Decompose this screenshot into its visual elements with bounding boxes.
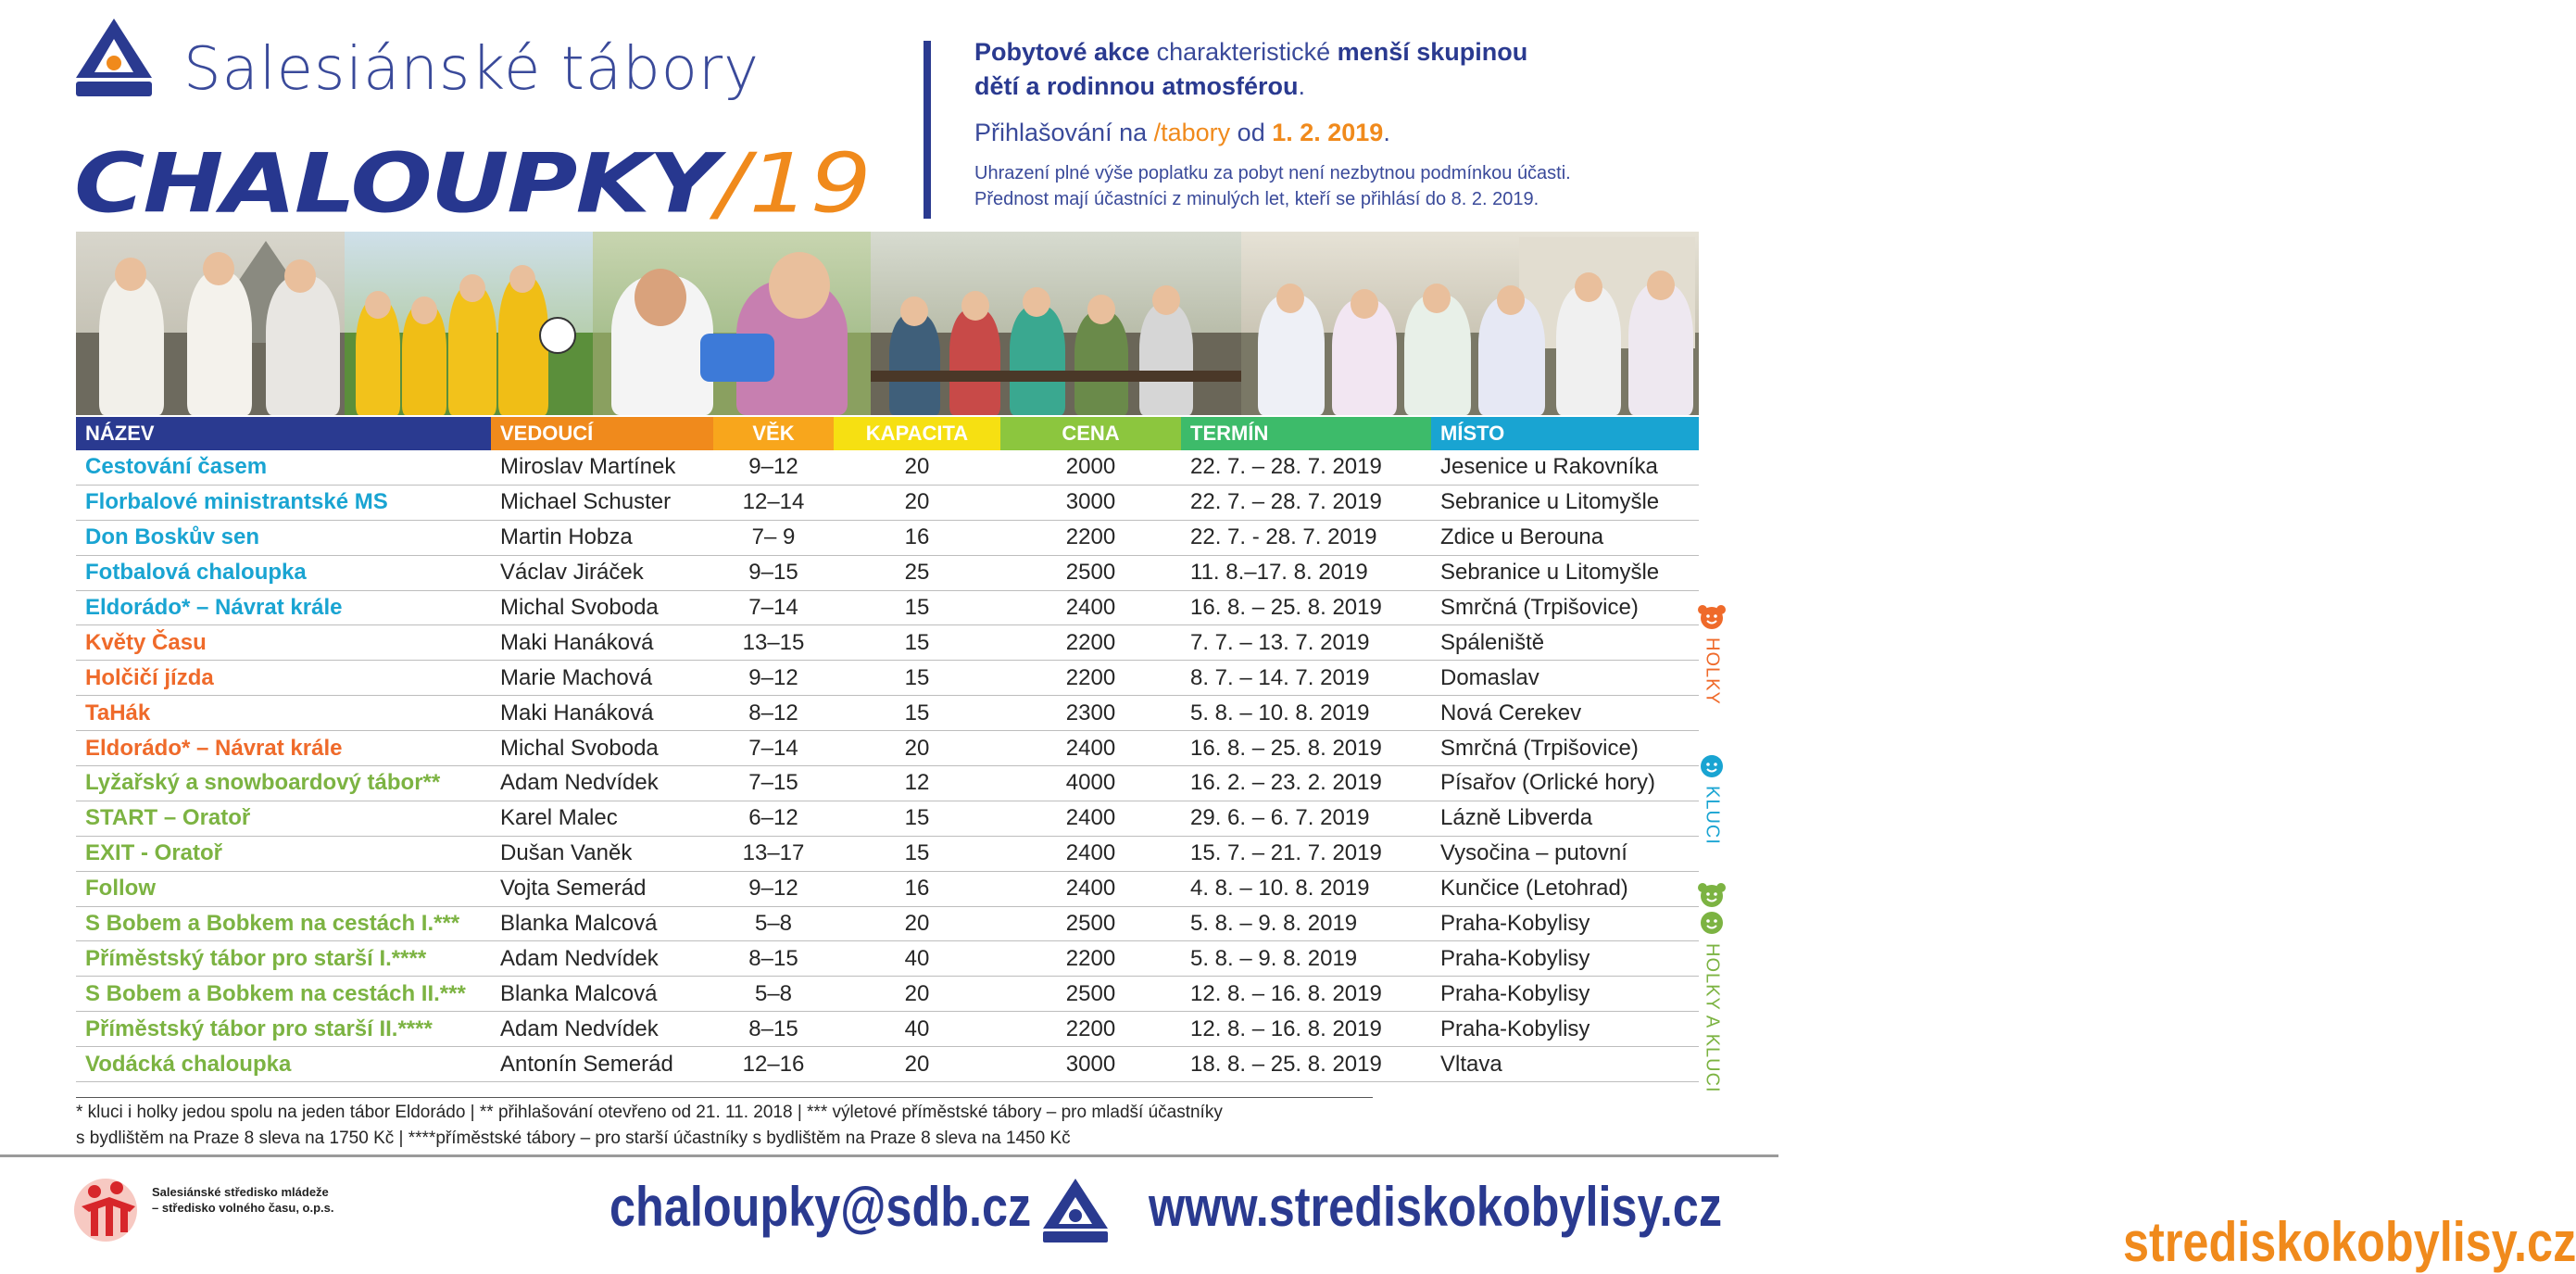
cell-leader: Vojta Semerád — [500, 876, 647, 902]
cell-age: 13–17 — [742, 840, 805, 866]
legend-mixed-label: HOLKY A KLUCI — [1702, 943, 1723, 1093]
cell-leader: Dušan Vaněk — [500, 840, 633, 866]
cell-age: 5–8 — [754, 980, 793, 1006]
boy-face-icon — [1697, 751, 1727, 780]
cell-age: 7– 9 — [751, 524, 796, 550]
table-row — [76, 872, 1699, 907]
cell-price: 2400 — [1065, 876, 1116, 902]
cell-age: 7–15 — [748, 770, 798, 796]
footnote-line-1: * kluci i holky jedou spolu na jeden tábor Eldorádo | ** přihlašování otevřeno od 21. 11. 2018 | *** výletové příměstské tábory – pro mladší účastníky — [76, 1103, 1223, 1122]
cell-price: 3000 — [1065, 489, 1116, 515]
cell-age: 6–12 — [748, 805, 798, 831]
legend-girls-label: HOLKY — [1702, 637, 1723, 705]
cell-capacity: 15 — [904, 840, 930, 866]
cell-leader: Karel Malec — [500, 805, 618, 831]
cell-place: Spáleniště — [1440, 629, 1545, 655]
cell-leader: Martin Hobza — [500, 524, 633, 550]
cell-name: TaHák — [85, 700, 151, 725]
header-price: CENA — [1000, 417, 1181, 450]
cell-place: Praha-Kobylisy — [1440, 911, 1590, 937]
cell-age: 12–14 — [742, 489, 805, 515]
cell-capacity: 20 — [904, 735, 930, 761]
info-bold-c: dětí a rodinnou atmosférou — [974, 72, 1299, 100]
cell-capacity: 20 — [904, 489, 930, 515]
cell-leader: Adam Nedvídek — [500, 945, 659, 971]
reg-website-link[interactable]: strediskokobylisy.cz — [2123, 1211, 2576, 1273]
cell-capacity: 20 — [904, 1051, 930, 1077]
photo-girls-costumes — [76, 232, 345, 415]
table-header — [76, 417, 1699, 450]
brand-script-year: /19 — [716, 135, 872, 232]
cell-place: Praha-Kobylisy — [1440, 945, 1590, 971]
cell-age: 8–12 — [748, 700, 798, 725]
cell-age: 9–12 — [748, 454, 798, 480]
organization-name: Salesiánské středisko mládeže – středisko volného času, o.p.s. — [152, 1185, 334, 1215]
cell-term: 5. 8. – 9. 8. 2019 — [1190, 911, 1358, 937]
footnote-line-2: s bydlištěm na Praze 8 sleva na 1750 Kč | ****příměstské tábory – pro starší účastníky s bydlištěm na Praze 8 sleva na 1450 Kč — [76, 1129, 1071, 1148]
table-row — [76, 1047, 1699, 1082]
header-name: NÁZEV — [76, 417, 491, 450]
cell-place: Vltava — [1440, 1051, 1502, 1077]
cell-leader: Michal Svoboda — [500, 735, 659, 761]
cell-age: 7–14 — [748, 735, 798, 761]
cell-age: 13–15 — [742, 629, 805, 655]
table-row — [76, 696, 1699, 731]
legend-girls — [1684, 602, 1740, 705]
cell-capacity: 16 — [904, 524, 930, 550]
header-leader: VEDOUCÍ — [491, 417, 713, 450]
cell-name: Holčičí jízda — [85, 664, 214, 690]
cell-age: 8–15 — [748, 945, 798, 971]
cell-age: 7–14 — [748, 595, 798, 620]
cell-term: 16. 2. – 23. 2. 2019 — [1190, 770, 1382, 796]
cell-price: 2400 — [1065, 805, 1116, 831]
cell-term: 16. 8. – 25. 8. 2019 — [1190, 595, 1382, 620]
info-note — [974, 160, 1753, 212]
photo-football-boys — [345, 232, 593, 415]
cell-capacity: 20 — [904, 911, 930, 937]
cell-place: Sebranice u Litomyšle — [1440, 560, 1660, 586]
reg-pre: Přihlašování na — [974, 119, 1154, 146]
cell-price: 2200 — [1065, 664, 1116, 690]
brand-script-name: CHALOUPKY — [74, 135, 717, 232]
reg-end: . — [1383, 119, 1390, 146]
cell-price: 2400 — [1065, 595, 1116, 620]
cell-capacity: 40 — [904, 1015, 930, 1041]
cell-age: 12–16 — [742, 1051, 805, 1077]
cell-place: Smrčná (Trpišovice) — [1440, 595, 1639, 620]
info-headline — [974, 35, 1753, 104]
cell-price: 2200 — [1065, 1015, 1116, 1041]
cell-name: Příměstský tábor pro starší II.**** — [85, 1015, 433, 1041]
info-note-2: Přednost mají účastníci z minulých let, kteří se přihlásí do 8. 2. 2019. — [974, 189, 1539, 209]
table-row — [76, 731, 1699, 766]
cell-leader: Adam Nedvídek — [500, 770, 659, 796]
cell-leader: Blanka Malcová — [500, 980, 658, 1006]
cell-leader: Michael Schuster — [500, 489, 672, 515]
table-row — [76, 1012, 1699, 1047]
cell-place: Vysočina – putovní — [1440, 840, 1627, 866]
cell-price: 2200 — [1065, 945, 1116, 971]
cell-age: 9–12 — [748, 876, 798, 902]
cell-age: 5–8 — [754, 911, 793, 937]
table-row — [76, 450, 1699, 486]
cell-term: 12. 8. – 16. 8. 2019 — [1190, 1015, 1382, 1041]
table-body — [76, 450, 1699, 1082]
cell-age: 9–15 — [748, 560, 798, 586]
cell-leader: Maki Hanáková — [500, 700, 654, 725]
cell-leader: Václav Jiráček — [500, 560, 644, 586]
info-end: . — [1298, 72, 1306, 100]
cell-term: 29. 6. – 6. 7. 2019 — [1190, 805, 1370, 831]
cell-place: Jesenice u Rakovníka — [1440, 454, 1658, 480]
cell-name: Vodácká chaloupka — [85, 1051, 292, 1077]
cell-price: 2400 — [1065, 735, 1116, 761]
footer-divider — [0, 1154, 1778, 1157]
table-row — [76, 625, 1699, 661]
cell-age: 8–15 — [748, 1015, 798, 1041]
cell-name: Příměstský tábor pro starší I.**** — [85, 945, 427, 971]
cell-leader: Maki Hanáková — [500, 629, 654, 655]
cell-leader: Antonín Semerád — [500, 1051, 673, 1077]
website-link[interactable]: www.strediskokobylisy.cz — [1149, 1176, 1723, 1238]
info-note-1: Uhrazení plné výše poplatku za pobyt není nezbytnou podmínkou účasti. — [974, 163, 1571, 183]
brand-script-title — [74, 119, 872, 230]
header-capacity: KAPACITA — [834, 417, 1000, 450]
cell-place: Sebranice u Litomyšle — [1440, 489, 1660, 515]
sdb-organization-logo — [74, 1175, 145, 1243]
cell-name: Fotbalová chaloupka — [85, 560, 307, 586]
photo-strip — [76, 232, 1699, 415]
cell-place: Lázně Libverda — [1440, 805, 1593, 831]
cell-capacity: 15 — [904, 805, 930, 831]
cell-name: Eldorádo* – Návrat krále — [85, 735, 343, 761]
cell-price: 2400 — [1065, 840, 1116, 866]
cell-age: 9–12 — [748, 664, 798, 690]
cell-term: 22. 7. – 28. 7. 2019 — [1190, 489, 1382, 515]
table-row — [76, 941, 1699, 977]
contact-email-link[interactable]: chaloupky@sdb.cz — [609, 1176, 1032, 1238]
info-bold-b: menší skupinou — [1337, 38, 1528, 66]
cell-price: 3000 — [1065, 1051, 1116, 1077]
cell-price: 2500 — [1065, 980, 1116, 1006]
cell-name: Don Boskův sen — [85, 524, 260, 550]
cell-place: Domaslav — [1440, 664, 1539, 690]
cell-term: 15. 7. – 21. 7. 2019 — [1190, 840, 1382, 866]
cell-name: Cestování časem — [85, 454, 268, 480]
cell-price: 2200 — [1065, 629, 1116, 655]
camps-table — [76, 417, 1699, 1082]
cell-place: Kunčice (Letohrad) — [1440, 876, 1628, 902]
reg-mid: od — [1230, 119, 1273, 146]
cell-leader: Miroslav Martínek — [500, 454, 676, 480]
cell-price: 2300 — [1065, 700, 1116, 725]
cell-term: 22. 7. – 28. 7. 2019 — [1190, 454, 1382, 480]
header-term: TERMÍN — [1181, 417, 1431, 450]
cell-capacity: 20 — [904, 980, 930, 1006]
table-row — [76, 837, 1699, 872]
photo-group-benches — [871, 232, 1241, 415]
table-row — [76, 661, 1699, 696]
cell-price: 2200 — [1065, 524, 1116, 550]
cell-term: 11. 8.–17. 8. 2019 — [1190, 560, 1368, 586]
brand-title: Salesiánské tábory — [183, 35, 760, 104]
header-age: VĚK — [713, 417, 834, 450]
table-row — [76, 521, 1699, 556]
cell-term: 18. 8. – 25. 8. 2019 — [1190, 1051, 1382, 1077]
cell-place: Zdice u Berouna — [1440, 524, 1604, 550]
reg-website-path[interactable]: /tabory — [1153, 119, 1231, 146]
cell-price: 4000 — [1065, 770, 1116, 796]
legend-boys — [1684, 751, 1740, 845]
cell-term: 7. 7. – 13. 7. 2019 — [1190, 629, 1370, 655]
cell-capacity: 20 — [904, 454, 930, 480]
cell-name: Follow — [85, 876, 156, 902]
cell-price: 2000 — [1065, 454, 1116, 480]
cell-name: START – Oratoř — [85, 805, 251, 831]
cell-term: 5. 8. – 9. 8. 2019 — [1190, 945, 1358, 971]
table-row — [76, 766, 1699, 801]
cell-leader: Adam Nedvídek — [500, 1015, 659, 1041]
cell-leader: Marie Machová — [500, 664, 653, 690]
girl-face-icon — [1697, 602, 1727, 632]
group-legend — [1684, 602, 1740, 1121]
cell-leader: Blanka Malcová — [500, 911, 658, 937]
cell-place: Písařov (Orlické hory) — [1440, 770, 1656, 796]
cell-place: Praha-Kobylisy — [1440, 1015, 1590, 1041]
cell-name: Eldorádo* – Návrat krále — [85, 595, 343, 620]
cell-name: Florbalové ministrantské MS — [85, 489, 388, 515]
cell-price: 2500 — [1065, 911, 1116, 937]
cell-name: S Bobem a Bobkem na cestách I.*** — [85, 911, 460, 937]
salesian-triangle-footer-icon — [1041, 1177, 1110, 1243]
photo-girls-ponchos — [1241, 232, 1699, 415]
table-row — [76, 591, 1699, 626]
cell-name: Lyžařský a snowboardový tábor** — [85, 770, 441, 796]
cell-capacity: 15 — [904, 595, 930, 620]
footnote — [76, 1097, 1373, 1152]
header-place: MÍSTO — [1431, 417, 1699, 450]
cell-capacity: 15 — [904, 700, 930, 725]
legend-mixed — [1684, 880, 1740, 1093]
cell-capacity: 15 — [904, 629, 930, 655]
cell-leader: Michal Svoboda — [500, 595, 659, 620]
cell-name: EXIT - Oratoř — [85, 840, 223, 866]
table-row — [76, 556, 1699, 591]
cell-price: 2500 — [1065, 560, 1116, 586]
cell-place: Praha-Kobylisy — [1440, 980, 1590, 1006]
cell-capacity: 16 — [904, 876, 930, 902]
table-row — [76, 801, 1699, 837]
cell-name: Květy Času — [85, 629, 207, 655]
girl-boy-faces-icon — [1697, 880, 1727, 938]
cell-term: 22. 7. - 28. 7. 2019 — [1190, 524, 1377, 550]
cell-term: 12. 8. – 16. 8. 2019 — [1190, 980, 1382, 1006]
photo-girls-smiling — [593, 232, 871, 415]
cell-place: Smrčná (Trpišovice) — [1440, 735, 1639, 761]
reg-date: 1. 2. 2019 — [1272, 119, 1384, 146]
cell-capacity: 25 — [904, 560, 930, 586]
info-mid: charakteristické — [1150, 38, 1338, 66]
table-row — [76, 486, 1699, 521]
cell-term: 4. 8. – 10. 8. 2019 — [1190, 876, 1370, 902]
salesian-triangle-logo — [74, 17, 154, 98]
cell-place: Nová Cerekev — [1440, 700, 1582, 725]
cell-term: 16. 8. – 25. 8. 2019 — [1190, 735, 1382, 761]
cell-term: 5. 8. – 10. 8. 2019 — [1190, 700, 1370, 725]
table-row — [76, 907, 1699, 942]
header-divider — [924, 41, 931, 219]
cell-capacity: 40 — [904, 945, 930, 971]
legend-boys-label: KLUCI — [1702, 786, 1723, 845]
cell-name: S Bobem a Bobkem na cestách II.*** — [85, 980, 466, 1006]
table-row — [76, 977, 1699, 1012]
cell-capacity: 15 — [904, 664, 930, 690]
cell-capacity: 12 — [904, 770, 930, 796]
cell-term: 8. 7. – 14. 7. 2019 — [1190, 664, 1370, 690]
info-bold-a: Pobytové akce — [974, 38, 1150, 66]
